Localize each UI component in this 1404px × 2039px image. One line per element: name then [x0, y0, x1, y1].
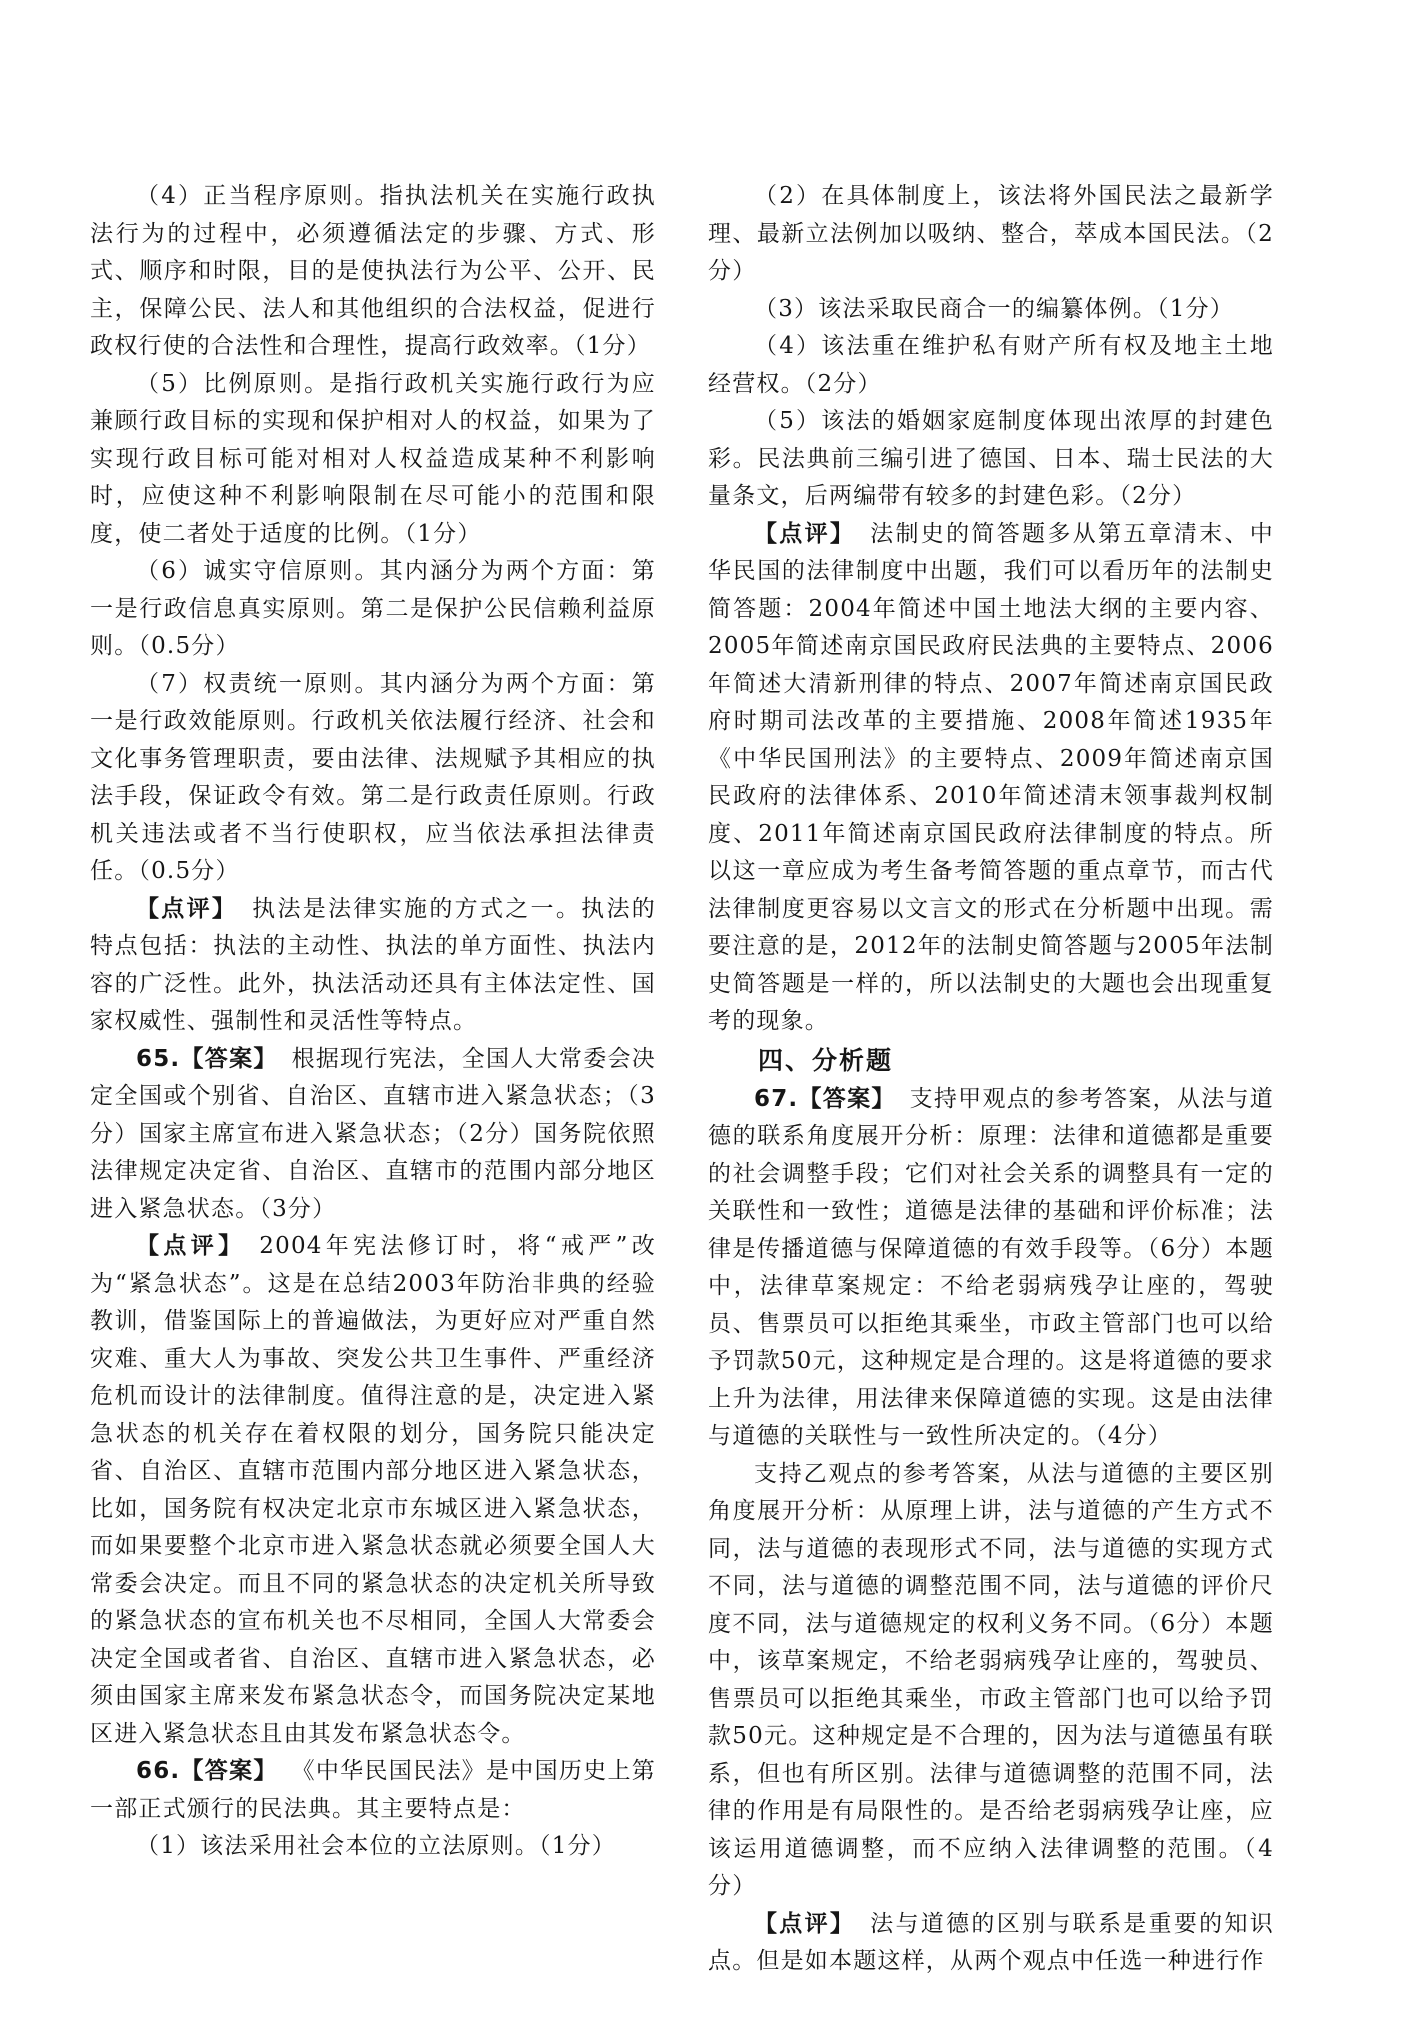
comment-text: 法与道德的区别与联系是重要的知识点。但是如本题这样，从两个观点中任选一种进行作: [708, 1910, 1274, 1974]
question-number: 66.: [136, 1758, 181, 1784]
comment-text: 2004年宪法修订时，将“戒严”改为“紧急状态”。这是在总结2003年防治非典的经验教训，借鉴国际上的普遍做法，为更好应对严重自然灾难、重大人为事故、突发公共卫生事件、严重经济危机而设计的法律制度。值得注意的是，决定进入紧急状态的机关存在着权限的划分，国务院只能决定省、自治区、直辖市范围内部分地区进入紧急状态，比如，国务院有权决定北京市东城区进入紧急状态，而如果要整个北京市进入紧急状态就必须要全国人大常委会决定。而且不同的紧急状态的决定机关所导致的紧急状态的宣布机关也不尽相同，全国人大常委会决定全国或者省、自治区、直辖市进入紧急状态，必须由国家主席来发布紧急状态令，而国务院决定某地区进入紧急状态且由其发布紧急状态令。: [90, 1233, 656, 1747]
right-column: [708, 178, 1274, 1981]
comment-label: 【点评】: [136, 1233, 246, 1259]
paragraph: （2）在具体制度上，该法将外国民法之最新学理、最新立法例加以吸纳、整合，萃成本国民法。（2分）: [708, 183, 1274, 284]
answer-label: 【答案】: [798, 1085, 896, 1112]
comment-text: 法制史的简答题多从第五章清末、中华民国的法律制度中出题，我们可以看历年的法制史简答题：2004年简述中国土地法大纲的主要内容、2005年简述南京国民政府民法典的主要特点、2006年简述大清新刑律的特点、2007年简述南京国民政府时期司法改革的主要措施、2008年简述1935年《中华民国刑法》的主要特点、2009年简述南京国民政府的法律体系、2010年简述清末领事裁判权制度、2011年简述南京国民政府法律制度的特点。所以这一章应成为考生备考简答题的重点章节，而古代法律制度更容易以文言文的形式在分析题中出现。需要注意的是，2012年的法制史简答题与2005年法制史简答题是一样的，所以法制史的大题也会出现重复考的现象。: [708, 520, 1274, 1034]
answer-text: 支持甲观点的参考答案，从法与道德的联系角度展开分析：原理：法律和道德都是重要的社会调整手段；它们对社会关系的调整具有一定的关联性和一致性；道德是法律的基础和评价标准；法律是传播道德与保障道德的有效手段等。（6分）本题中，法律草案规定：不给老弱病残孕让座的，驾驶员、售票员可以拒绝其乘坐，市政主管部门也可以给予罚款50元，这种规定是合理的。这是将道德的要求上升为法律，用法律来保障道德的实现。这是由法律与道德的关联性与一致性所决定的。（4分）: [708, 1085, 1274, 1449]
answer-paragraph: [90, 1041, 656, 1229]
comment-paragraph: [90, 1228, 656, 1753]
paragraph: （1）该法采用社会本位的立法原则。（1分）: [136, 1833, 616, 1859]
paragraph: （5）比例原则。是指行政机关实施行政行为应兼顾行政目标的实现和保护相对人的权益，如果为了实现行政目标可能对相对人权益造成某种不利影响时，应使这种不利影响限制在尽可能小的范围和限度，使二者处于适度的比例。（1分）: [90, 370, 656, 547]
answer-paragraph: [90, 1753, 656, 1828]
comment-label: 【点评】: [754, 520, 856, 547]
question-number: 67.: [754, 1085, 799, 1112]
comment-text: 执法是法律实施的方式之一。执法的特点包括：执法的主动性、执法的单方面性、执法内容的广泛性。此外，执法活动还具有主体法定性、国家权威性、强制性和灵活性等特点。: [90, 895, 656, 1034]
comment-paragraph: [708, 1906, 1274, 1981]
paragraph: （3）该法采取民商合一的编纂体例。（1分）: [754, 295, 1234, 322]
paragraph: （4）正当程序原则。指执法机关在实施行政执法行为的过程中，必须遵循法定的步骤、方式、形式、顺序和时限，目的是使执法行为公平、公开、民主，保障公民、法人和其他组织的合法权益，促进行政权行使的合法性和合理性，提高行政效率。（1分）: [90, 183, 656, 359]
answer-label: 【答案】: [180, 1758, 278, 1784]
answer-text: 根据现行宪法，全国人大常委会决定全国或个别省、自治区、直辖市进入紧急状态；（3分）国家主席宣布进入紧急状态；（2分）国务院依照法律规定决定省、自治区、直辖市的范围内部分地区进入紧急状态。（3分）: [90, 1045, 656, 1222]
answer-paragraph: [708, 1081, 1274, 1456]
left-column: [90, 178, 656, 1866]
paragraph: （6）诚实守信原则。其内涵分为两个方面：第一是行政信息真实原则。第二是保护公民信赖利益原则。（0.5分）: [90, 558, 656, 659]
answer-label: 【答案】: [180, 1045, 278, 1072]
answer-text: 《中华民国民法》是中国历史上第一部正式颁行的民法典。其主要特点是：: [90, 1758, 656, 1822]
paragraph: （4）该法重在维护私有财产所有权及地主土地经营权。（2分）: [708, 333, 1274, 397]
comment-label: 【点评】: [754, 1910, 856, 1937]
comment-paragraph: [708, 516, 1274, 1041]
comment-label: 【点评】: [136, 895, 238, 922]
paragraph: （7）权责统一原则。其内涵分为两个方面：第一是行政效能原则。行政机关依法履行经济、社会和文化事务管理职责，要由法律、法规赋予其相应的执法手段，保证政令有效。第二是行政责任原则。行政机关违法或者不当行使职权，应当依法承担法律责任。（0.5分）: [90, 670, 656, 884]
comment-paragraph: [90, 891, 656, 1041]
paragraph: （5）该法的婚姻家庭制度体现出浓厚的封建色彩。民法典前三编引进了德国、日本、瑞士民法的大量条文，后两编带有较多的封建色彩。（2分）: [708, 408, 1274, 509]
paragraph: 支持乙观点的参考答案，从法与道德的主要区别角度展开分析：从原理上讲，法与道德的产生方式不同，法与道德的表现形式不同，法与道德的实现方式不同，法与道德的调整范围不同，法与道德的评价尺度不同，法与道德规定的权利义务不同。（6分）本题中，该草案规定，不给老弱病残孕让座的，驾驶员、售票员可以拒绝其乘坐，市政主管部门也可以给予罚款50元。这种规定是不合理的，因为法与道德虽有联系，但也有所区别。法律与道德调整的范围不同，法律的作用是有局限性的。是否给老弱病残孕让座，应该运用道德调整，而不应纳入法律调整的范围。（4分）: [708, 1460, 1274, 1899]
section-heading: 四、分析题: [758, 1045, 894, 1075]
question-number: 65.: [136, 1045, 181, 1072]
